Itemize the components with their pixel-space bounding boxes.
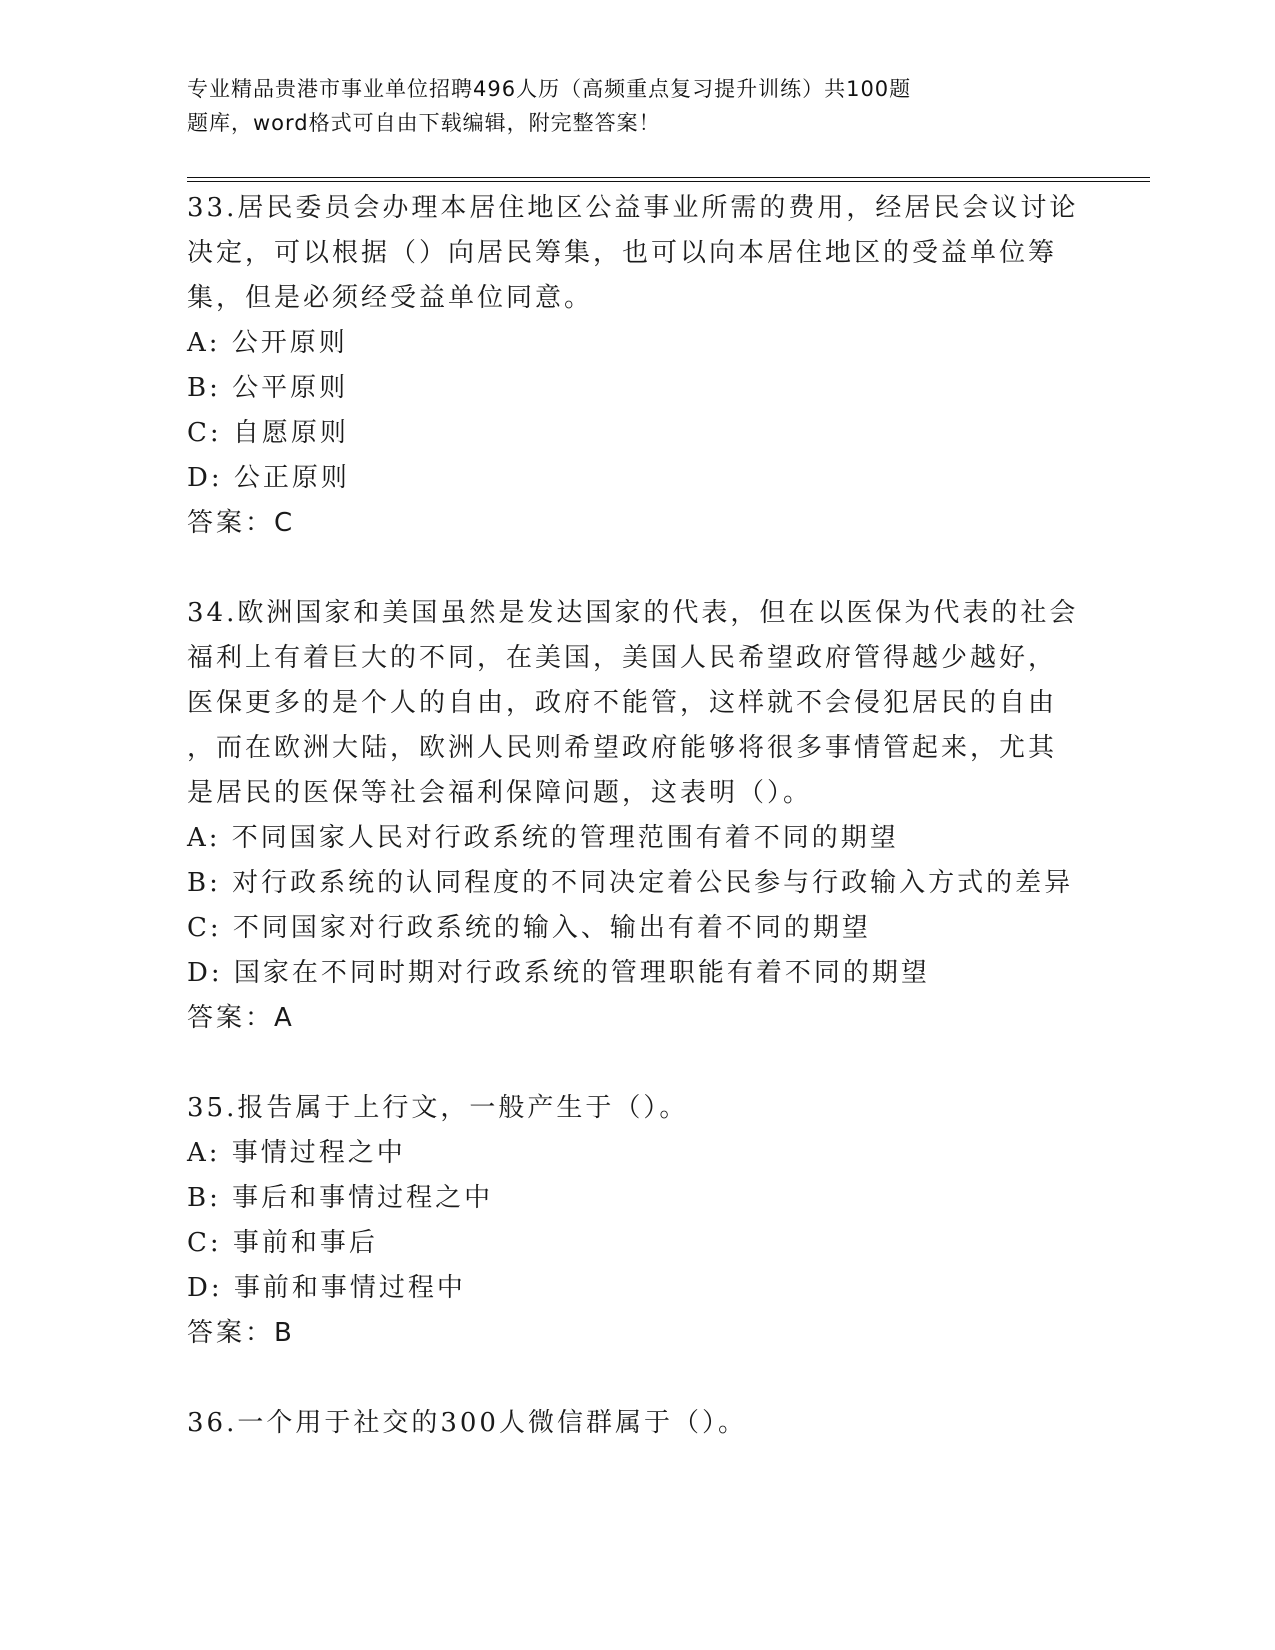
- question-list: [187, 186, 1087, 1446]
- answer-line: 答案：B: [187, 1318, 295, 1348]
- stem-line: ，而在欧洲大陆，欧洲人民则希望政府能够将很多事情管起来，尤其: [187, 733, 1058, 763]
- option-a: A: 事情过程之中: [187, 1138, 406, 1168]
- header-divider-top: [187, 177, 1150, 178]
- option-b: B: 事后和事情过程之中: [187, 1183, 494, 1213]
- answer-line: 答案：A: [187, 1003, 295, 1033]
- question-spacer: [187, 1356, 1087, 1401]
- question-stem: [187, 1401, 1087, 1446]
- option-d: D: 国家在不同时期对行政系统的管理职能有着不同的期望: [187, 958, 930, 988]
- option-d: D: 事前和事情过程中: [187, 1273, 466, 1303]
- question-36: [187, 1401, 1087, 1446]
- option-d: D: 公正原则: [187, 463, 350, 493]
- stem-line: 福利上有着巨大的不同，在美国，美国人民希望政府管得越少越好，: [187, 643, 1058, 673]
- header-line-1: 专业精品贵港市事业单位招聘496人历（高频重点复习提升训练）共100题: [187, 77, 912, 101]
- question-stem: [187, 591, 1087, 816]
- option-a: A: 公开原则: [187, 328, 348, 358]
- header-divider-bottom: [187, 181, 1150, 182]
- stem-line: 是居民的医保等社会福利保障问题，这表明（）。: [187, 778, 813, 808]
- question-35: [187, 1086, 1087, 1356]
- question-spacer: [187, 546, 1087, 591]
- stem-line: 33.居民委员会办理本居住地区公益事业所需的费用，经居民会议讨论: [187, 193, 1079, 223]
- option-c: C: 不同国家对行政系统的输入、输出有着不同的期望: [187, 913, 871, 943]
- answer-line: 答案：C: [187, 508, 296, 538]
- option-a: A: 不同国家人民对行政系统的管理范围有着不同的期望: [187, 823, 899, 853]
- option-b: B: 公平原则: [187, 373, 349, 403]
- option-c: C: 自愿原则: [187, 418, 349, 448]
- question-33: [187, 186, 1087, 546]
- question-spacer: [187, 1041, 1087, 1086]
- question-stem: [187, 186, 1087, 321]
- stem-line: 36.一个用于社交的300人微信群属于（）。: [187, 1408, 747, 1438]
- option-b: B: 对行政系统的认同程度的不同决定着公民参与行政输入方式的差异: [187, 868, 1074, 898]
- stem-line: 34.欧洲国家和美国虽然是发达国家的代表，但在以医保为代表的社会: [187, 598, 1079, 628]
- stem-line: 35.报告属于上行文，一般产生于（）。: [187, 1093, 689, 1123]
- stem-line: 集，但是必须经受益单位同意。: [187, 283, 594, 313]
- question-34: [187, 591, 1087, 1041]
- document-header: [187, 72, 1017, 140]
- header-line-2: 题库，word格式可自由下载编辑，附完整答案！: [187, 111, 661, 135]
- stem-line: 医保更多的是个人的自由，政府不能管，这样就不会侵犯居民的自由: [187, 688, 1058, 718]
- question-stem: [187, 1086, 1087, 1131]
- option-c: C: 事前和事后: [187, 1228, 378, 1258]
- stem-line: 决定，可以根据（）向居民筹集，也可以向本居住地区的受益单位筹: [187, 238, 1058, 268]
